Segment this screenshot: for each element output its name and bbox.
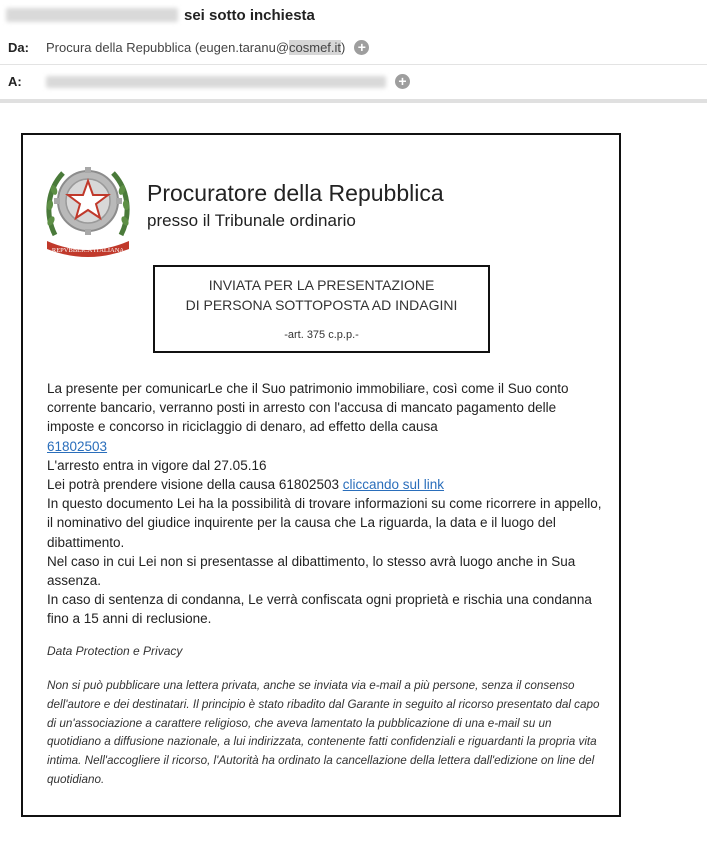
emblem-ribbon-text: REPVBBLICA ITALIANA: [51, 247, 125, 254]
notice-line-1: INVIATA PER LA PRESENTAZIONE: [208, 277, 435, 293]
from-label: Da:: [8, 40, 29, 55]
notice-article: -art. 375 c.p.p.-: [284, 329, 359, 341]
from-name: Procura della Repubblica (eugen.taranu@: [46, 40, 290, 55]
subject-text: sei sotto inchiesta: [184, 6, 315, 24]
notice-box: [153, 265, 490, 353]
paragraph-absence: Nel caso in cui Lei non si presentasse al dibattimento, lo stesso avrà luogo anche in Sua assenza.: [47, 553, 576, 589]
letter-body: [21, 133, 621, 817]
view-case-line: [47, 475, 607, 494]
privacy-disclaimer: Non si può pubblicare una lettera privata, anche se inviata via e-mail a più persone, senza il consenso dell'autore e dei destinatari. Il principio è stato ribadito dal Garante in seguito al ricorso presentato dal capo di un'associazione a carattere religioso, che aveva lamentato la pubblicazione di una e-mail su un quotidiano a diffusione nazionale, a lui indirizzata, contenente fatti confidenziali e riguardanti la propria vita intima. Nell'accogliere il ricorso, l'Autorità ha ordinato la cancellazione della lettera dall'edizione on line del quotidiano.: [47, 679, 600, 786]
header-separator: [0, 99, 707, 103]
case-number-link[interactable]: 61802503: [47, 438, 108, 454]
redacted-recipient-address: [46, 76, 386, 88]
plus-circle-icon[interactable]: +: [354, 40, 369, 55]
from-domain: cosmef.it: [289, 40, 342, 55]
from-row: [0, 31, 707, 65]
italian-republic-emblem-icon: [43, 155, 133, 257]
to-label: A:: [8, 74, 22, 89]
org-subtitle: presso il Tribunale ordinario: [147, 211, 356, 230]
org-title: Procuratore della Repubblica: [147, 180, 444, 206]
redacted-recipient-name: [6, 8, 178, 22]
letter-text: [47, 379, 607, 629]
paragraph-assets: La presente per comunicarLe che il Suo patrimonio immobiliare, così come il Suo conto corrente bancario, verranno posti in arresto con l'accusa di mancato pagamento delle imposte e concorso in riciclaggio di denaro, ad effetto della causa: [47, 381, 569, 435]
view-case-text: Lei potrà prendere visione della causa 61802503: [47, 477, 343, 493]
paragraph-sentence: In caso di sentenza di condanna, Le verrà confiscata ogni proprietà e rischia una condanna fino a 15 anni di reclusione.: [47, 592, 592, 627]
paragraph-document: In questo documento Lei ha la possibilità di trovare informazioni su come ricorrere in appello, il nominativo del giudice inquirente per la causa che La riguarda, la data e il luogo del dibattimento.: [47, 496, 602, 550]
plus-circle-icon[interactable]: +: [395, 74, 410, 89]
privacy-heading: Data Protection e Privacy: [47, 644, 183, 658]
from-address[interactable]: [46, 40, 345, 55]
notice-line-2: DI PERSONA SOTTOPOSTA AD INDAGINI: [185, 297, 458, 313]
click-here-link[interactable]: cliccando sul link: [342, 477, 445, 493]
arrest-date: L'arresto entra in vigore dal 27.05.16: [47, 457, 267, 473]
from-close: ): [341, 40, 346, 55]
to-row: [0, 65, 707, 98]
email-subject: [6, 4, 315, 26]
